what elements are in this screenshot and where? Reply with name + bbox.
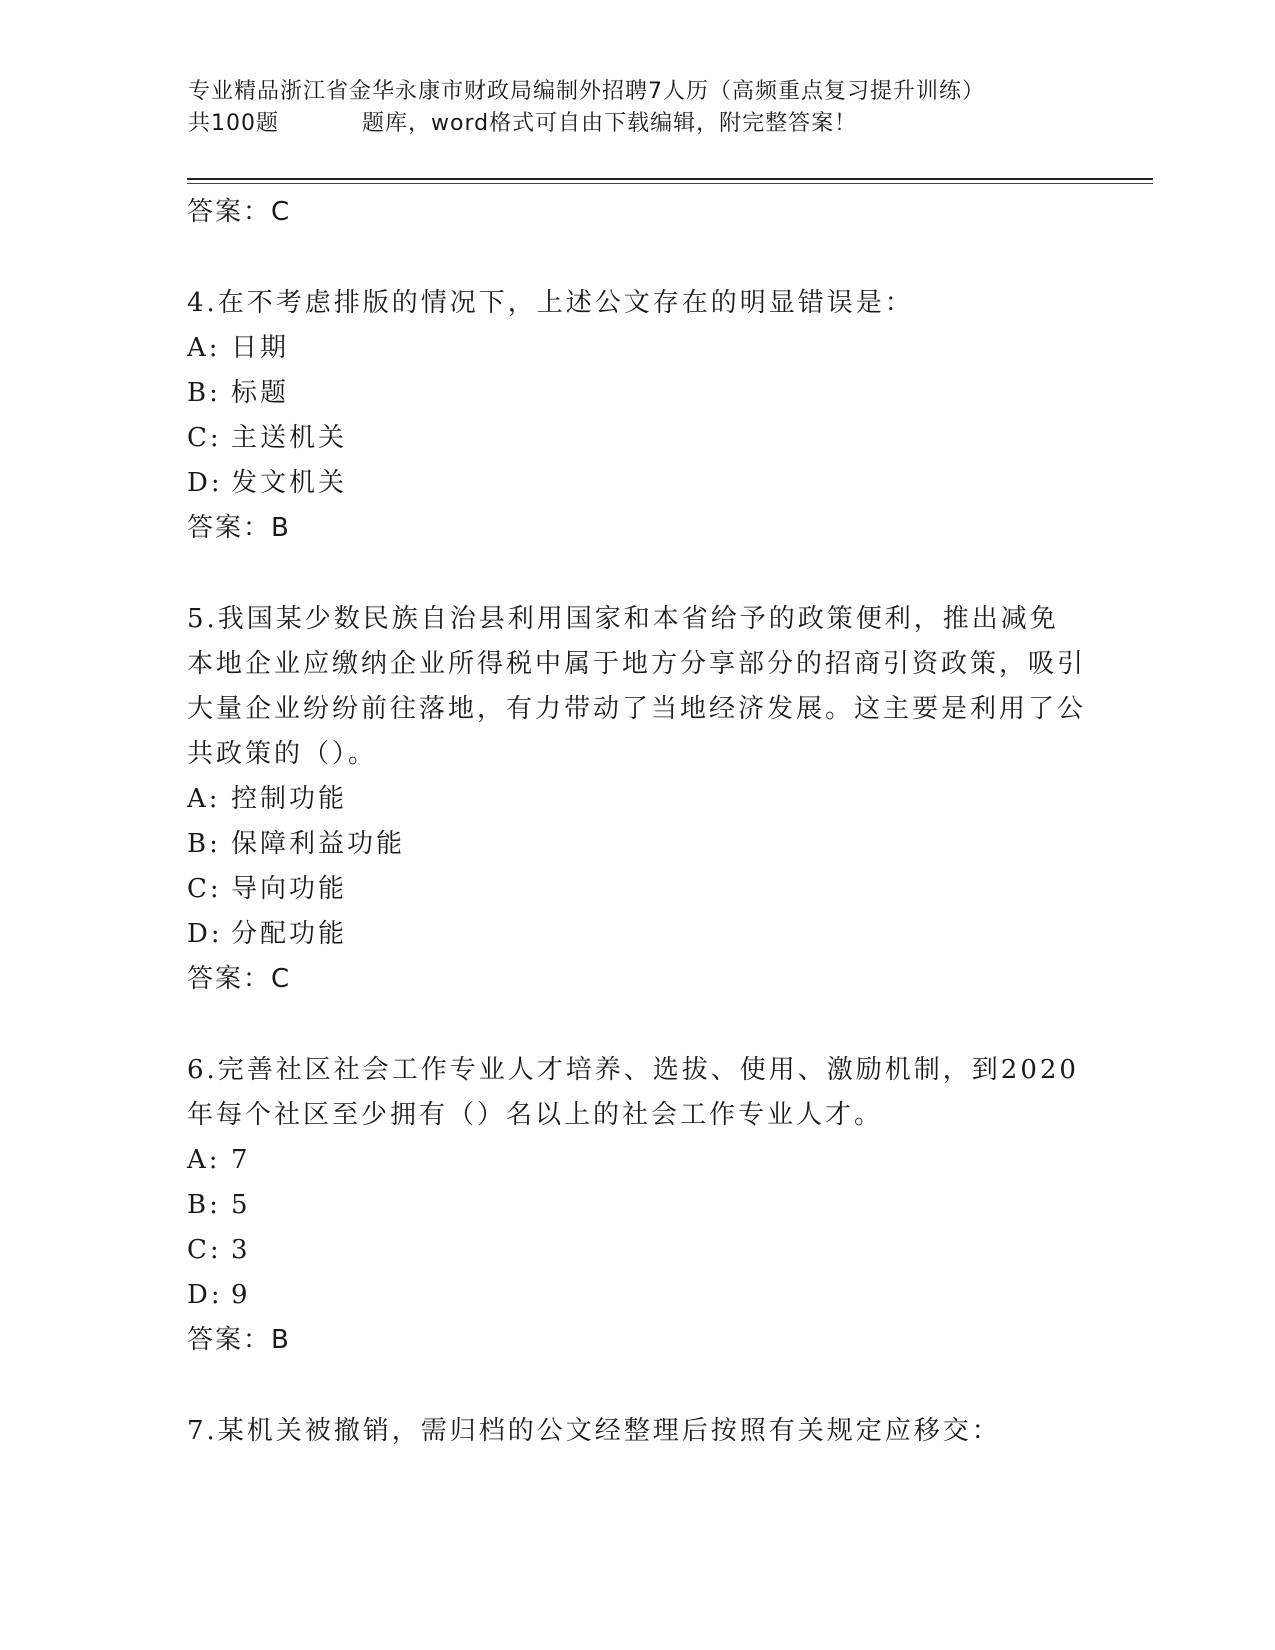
header-divider-thin	[187, 183, 1153, 184]
option-text: 保障利益功能	[231, 829, 406, 859]
document-header	[188, 76, 1148, 140]
option-key: B:	[187, 829, 221, 859]
previous-answer: 答案：C	[187, 197, 292, 227]
option-text: 9	[231, 1280, 251, 1310]
question-stem: 4.在不考虑排版的情况下，上述公文存在的明显错误是：	[187, 288, 914, 318]
option-key: C:	[187, 423, 222, 453]
option-text: 日期	[231, 333, 290, 363]
option-key: B:	[187, 378, 221, 408]
question-4	[187, 281, 1087, 551]
option-key: B:	[187, 1190, 221, 1220]
option-a	[187, 326, 1087, 371]
answer-line: 答案：C	[187, 964, 292, 994]
option-text: 标题	[231, 378, 290, 408]
option-text: 发文机关	[231, 468, 348, 498]
question-5	[187, 597, 1087, 1002]
question-6	[187, 1048, 1087, 1363]
option-key: C:	[187, 874, 222, 904]
question-7	[187, 1409, 1087, 1454]
option-key: D:	[187, 1280, 223, 1310]
option-text: 导向功能	[231, 874, 348, 904]
question-count: 共100题	[188, 111, 279, 136]
option-text: 分配功能	[231, 919, 348, 949]
question-stem: 5.我国某少数民族自治县利用国家和本省给予的政策便利，推出减免本地企业应缴纳企业所得税中属于地方分享部分的招商引资政策，吸引大量企业纷纷前往落地，有力带动了当地经济发展。这主要是利用了公共政策的（）。	[187, 604, 1087, 769]
option-key: A:	[187, 784, 221, 814]
option-c	[187, 1228, 1087, 1273]
header-subtitle-line	[188, 108, 1148, 140]
question-list	[187, 190, 1087, 1454]
question-stem: 7.某机关被撤销，需归档的公文经整理后按照有关规定应移交：	[187, 1416, 1001, 1446]
option-key: A:	[187, 333, 221, 363]
option-a	[187, 1138, 1087, 1183]
option-key: A:	[187, 1145, 221, 1175]
option-key: D:	[187, 468, 223, 498]
option-a	[187, 777, 1087, 822]
option-text: 7	[231, 1145, 251, 1175]
header-divider-thick	[187, 178, 1153, 180]
option-b	[187, 1183, 1087, 1228]
option-text: 3	[231, 1235, 251, 1265]
option-text: 5	[231, 1190, 251, 1220]
option-text: 主送机关	[231, 423, 348, 453]
option-d	[187, 1273, 1087, 1318]
option-text: 控制功能	[231, 784, 348, 814]
option-d	[187, 912, 1087, 957]
option-d	[187, 461, 1087, 506]
answer-line: 答案：B	[187, 1325, 291, 1355]
header-title-line: 专业精品浙江省金华永康市财政局编制外招聘7人历（高频重点复习提升训练）	[188, 79, 985, 104]
option-b	[187, 371, 1087, 416]
option-c	[187, 867, 1087, 912]
option-c	[187, 416, 1087, 461]
answer-line: 答案：B	[187, 513, 291, 543]
option-b	[187, 822, 1087, 867]
option-key: D:	[187, 919, 223, 949]
header-description: 题库，word格式可自由下载编辑，附完整答案！	[362, 111, 858, 136]
question-stem: 6.完善社区社会工作专业人才培养、选拔、使用、激励机制，到2020年每个社区至少拥有（）名以上的社会工作专业人才。	[187, 1055, 1079, 1130]
option-key: C:	[187, 1235, 222, 1265]
